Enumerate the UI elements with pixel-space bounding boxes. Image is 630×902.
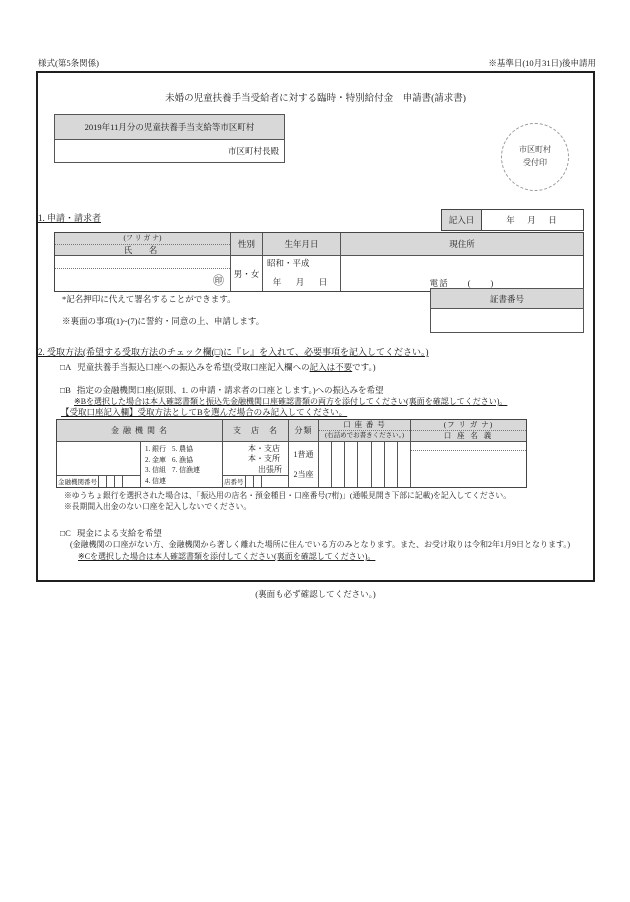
account-number-cell[interactable] <box>332 442 345 487</box>
institution-header: 金 融 機 関 名 <box>57 420 223 441</box>
address-field[interactable] <box>341 256 583 291</box>
category-cell[interactable]: 1普通 2当座 <box>289 442 319 487</box>
bank-account-table <box>56 419 527 488</box>
option-c-checkbox[interactable]: □C <box>60 528 71 538</box>
seal-mark-icon: ㊞ <box>213 275 224 287</box>
name-column-header <box>55 233 231 255</box>
option-c-condition: (金融機関の口座がない方、金融機関から著しく離れた場所に住んでいる方のみとなります。また、お受け取りは令和2年1月9日となります。) <box>70 540 571 549</box>
institution-cell <box>57 442 223 487</box>
signature-note: *記名押印に代えて署名することができます。 <box>62 294 236 304</box>
branch-number-cell[interactable] <box>261 476 269 487</box>
branch-number-row <box>223 475 288 487</box>
account-number-cells <box>319 442 411 487</box>
section1-heading: 1. 申請・請求者 <box>38 213 102 223</box>
deadline-note: ※基準日(10月31日)後申請用 <box>488 58 596 68</box>
institution-name-field[interactable] <box>57 442 140 475</box>
institution-number-cell[interactable] <box>106 476 114 487</box>
account-number-cell[interactable] <box>345 442 358 487</box>
branch-options[interactable]: 本・支店 本・支所 出張所 <box>248 444 282 474</box>
option-c-text: 現金による支給を希望 <box>76 528 162 538</box>
era-options[interactable]: 昭和・平成 <box>267 258 310 268</box>
certificate-number-box <box>430 288 584 333</box>
furigana-field[interactable] <box>55 256 230 269</box>
furigana-header: (フ リ ガ ナ) <box>55 233 230 245</box>
dormant-account-note: ※長期間入出金のない口座を記入しないでください。 <box>64 502 252 511</box>
certificate-number-label: 証書番号 <box>430 288 584 309</box>
bank-table-body <box>57 442 526 487</box>
sex-field[interactable]: 男・女 <box>231 256 263 291</box>
institution-number-cell[interactable] <box>98 476 106 487</box>
certificate-number-field[interactable] <box>430 309 584 333</box>
agreement-note: ※裏面の事項(1)~(7)に誓約・同意の上、申請します。 <box>62 316 265 326</box>
back-side-note: (裏面も必ず確認してください。) <box>255 589 376 599</box>
stamp-line1: 市区町村 <box>519 145 551 155</box>
account-number-cell[interactable] <box>319 442 332 487</box>
option-a-text-end: です。) <box>352 362 376 372</box>
applicant-table <box>54 232 584 292</box>
option-a-text: 児童扶養手当振込口座への振込みを希望(受取口座記入欄への <box>77 362 310 372</box>
form-title: 未婚の児童扶養手当受給者に対する臨時・特別給付金 申請書(請求書) <box>165 94 466 104</box>
applicant-table-header <box>55 233 583 256</box>
option-a-text-underlined: 記入は不要 <box>309 362 353 372</box>
option-a-checkbox[interactable]: □A <box>60 362 72 372</box>
branch-number-label: 店番号 <box>224 479 244 487</box>
holder-furigana-field[interactable] <box>411 442 526 451</box>
institution-type-list: 1. 銀行 2. 金庫 3. 信組 4. 信連 5. 農協 6. 漁協 7. 信漁連 <box>145 445 200 485</box>
option-a-row <box>60 361 376 373</box>
birth-column-header: 生年月日 <box>263 233 341 255</box>
account-number-cell[interactable] <box>385 442 398 487</box>
account-number-cell[interactable] <box>398 442 410 487</box>
name-header: 氏 名 <box>123 245 162 255</box>
holder-header: (フ リ ガ ナ) 口 座 名 義 <box>411 420 526 441</box>
institution-number-row <box>57 475 140 487</box>
account-number-cell[interactable] <box>372 442 385 487</box>
option-c-row <box>60 527 162 539</box>
account-number-cell[interactable] <box>358 442 371 487</box>
option-c-attachment-note: ※Cを選択した場合は本人確認書類を添付してください(裏面を確認してください)。 <box>78 552 376 561</box>
branch-number-cell[interactable] <box>245 476 253 487</box>
form-style-label: 様式(第5条関係) <box>38 58 99 68</box>
phone-placeholder: 電話 ( ) <box>429 278 495 288</box>
birth-field[interactable] <box>263 256 341 291</box>
yucho-note: ※ゆうちょ銀行を選択された場合は、「振込用の店名・預金種目・口座番号(7桁)」(通帳見開き下部に記載)を記入してください。 <box>64 491 512 500</box>
address-column-header: 現住所 <box>449 239 475 249</box>
option-b-checkbox[interactable]: □B <box>60 385 71 395</box>
entry-date-label: 記入日 <box>442 210 482 230</box>
birth-date-placeholder: 年 月 日 <box>272 277 331 287</box>
mayor-line: 市区町村長殿 <box>54 140 285 163</box>
category-header: 分類 <box>289 420 319 441</box>
branch-cell <box>223 442 289 487</box>
account-entry-note: 【受取口座記入欄】受取方法としてBを選んだ場合のみ記入してください。 <box>61 407 348 417</box>
sex-column-header: 性別 <box>231 233 263 255</box>
option-b-text: 指定の金融機関口座(原則、1. の申請・請求者の口座とします。)への振込みを希望 <box>76 385 384 395</box>
account-number-header: 口 座 番 号 (右詰めでお書きください。) <box>319 420 411 441</box>
addressee-box <box>54 114 285 163</box>
institution-number-cell[interactable] <box>122 476 130 487</box>
municipality-field: 2019年11月分の児童扶養手当支給等市区町村 <box>54 114 285 140</box>
institution-number-cell[interactable] <box>114 476 122 487</box>
bank-table-header <box>57 420 526 442</box>
entry-date-field[interactable]: 年 月 日 <box>506 215 559 225</box>
section2-heading: 2. 受取方法(希望する受取方法のチェック欄(□)に『レ』を入れて、必要事項を記入してください。) <box>38 347 429 357</box>
receipt-stamp-circle <box>501 123 569 191</box>
stamp-line2: 受付印 <box>523 158 547 167</box>
applicant-table-row <box>55 256 583 291</box>
name-field[interactable] <box>55 256 231 291</box>
entry-date-box <box>441 209 584 231</box>
option-b-attachment-note: ※Bを選択した場合は本人確認書類と振込先金融機関口座確認書類の両方を添付してください(裏面を確認してください)。 <box>74 397 508 406</box>
branch-header: 支 店 名 <box>223 420 289 441</box>
institution-number-label: 金融機関番号 <box>58 479 97 486</box>
branch-number-cell[interactable] <box>253 476 261 487</box>
holder-name-field[interactable] <box>411 442 526 487</box>
option-b-row <box>60 384 384 396</box>
